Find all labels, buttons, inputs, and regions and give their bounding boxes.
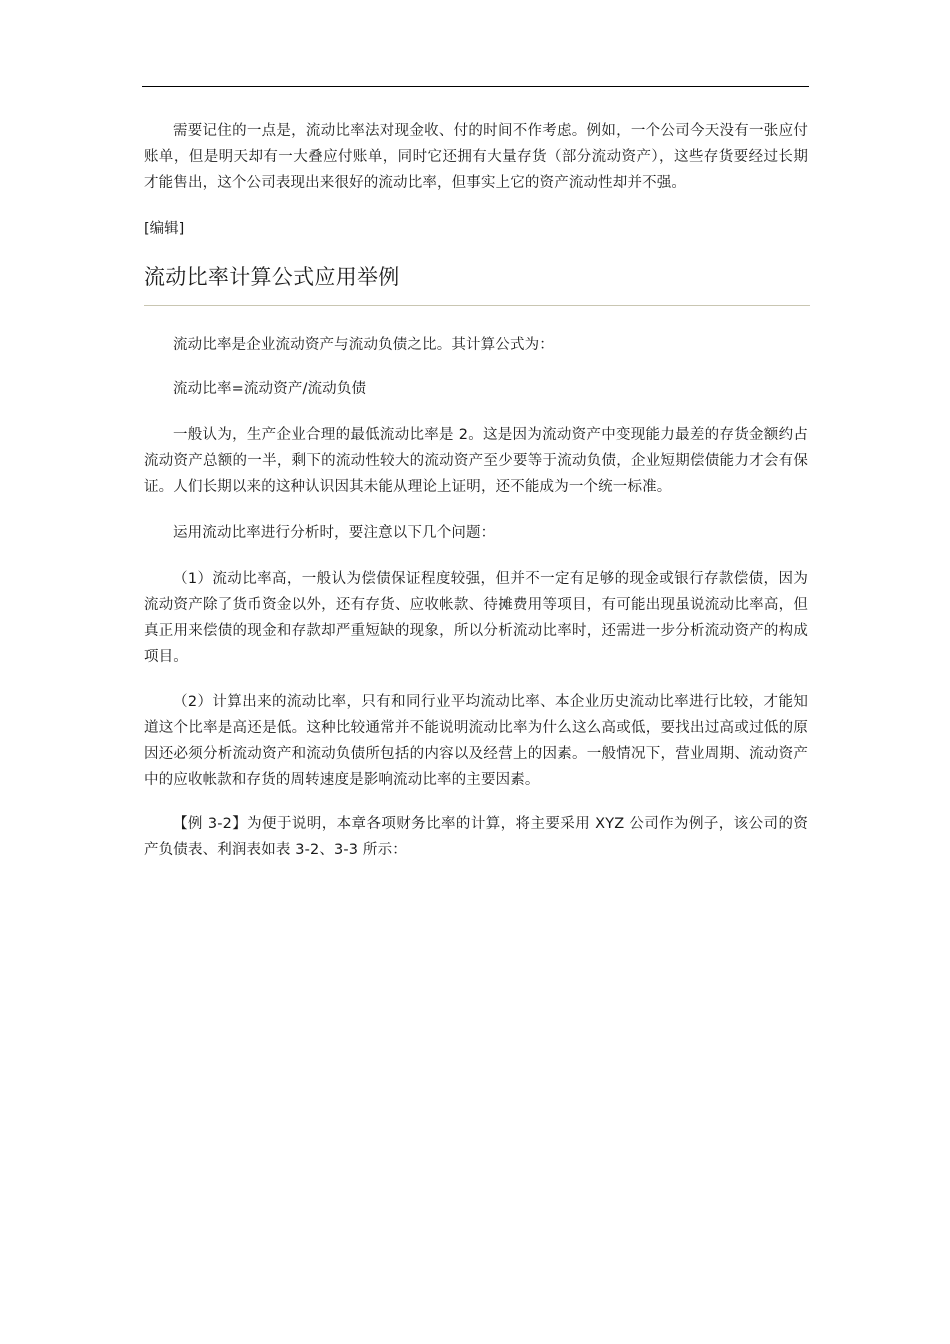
paragraph-point-2: （2）计算出来的流动比率，只有和同行业平均流动比率、本企业历史流动比率进行比较，才能知道这个比率是高还是低。这种比较通常并不能说明流动比率为什么这么高或低，要找出过高或过低的原因还必须分析流动资产和流动负债所包括的内容以及经营上的因素。一般情况下，营业周期、流动资产中的应收帐款和存货的周转速度是影响流动比率的主要因素。 (144, 694, 808, 788)
document-body (144, 118, 808, 863)
edit-link[interactable]: [编辑] (144, 221, 185, 237)
paragraph-cash-timing: 需要记住的一点是，流动比率法对现金收、付的时间不作考虑。例如，一个公司今天没有一张应付账单，但是明天却有一大叠应付账单，同时它还拥有大量存货（部分流动资产），这些存货要经过长期才能售出，这个公司表现出来很好的流动比率，但事实上它的资产流动性却并不强。 (144, 123, 808, 191)
paragraph-point-1: （1）流动比率高，一般认为偿债保证程度较强，但并不一定有足够的现金或银行存款偿债，因为流动资产除了货币资金以外，还有存货、应收帐款、待摊费用等项目，有可能出现虽说流动比率高，但真正用来偿债的现金和存款却严重短缺的现象，所以分析流动比率时，还需进一步分析流动资产的构成项目。 (144, 571, 808, 665)
paragraph-formula: 流动比率=流动资产/流动负债 (173, 381, 367, 397)
paragraph-example: 【例 3-2】为便于说明，本章各项财务比率的计算，将主要采用 XYZ 公司作为例子，该公司的资产负债表、利润表如表 3-2、3-3 所示： (144, 816, 808, 858)
paragraph-general-view: 一般认为，生产企业合理的最低流动比率是 2。这是因为流动资产中变现能力最差的存货金额约占流动资产总额的一半，剩下的流动性较大的流动资产至少要等于流动负债，企业短期偿债能力才会有保证。人们长期以来的这种认识因其未能从理论上证明，还不能成为一个统一标准。 (144, 427, 808, 495)
paragraph-analysis-intro: 运用流动比率进行分析时，要注意以下几个问题： (173, 525, 496, 541)
header-rule (142, 86, 809, 87)
paragraph-definition: 流动比率是企业流动资产与流动负债之比。其计算公式为： (173, 337, 554, 353)
section-heading-rule (144, 305, 810, 306)
section-heading: 流动比率计算公式应用举例 (144, 265, 400, 289)
